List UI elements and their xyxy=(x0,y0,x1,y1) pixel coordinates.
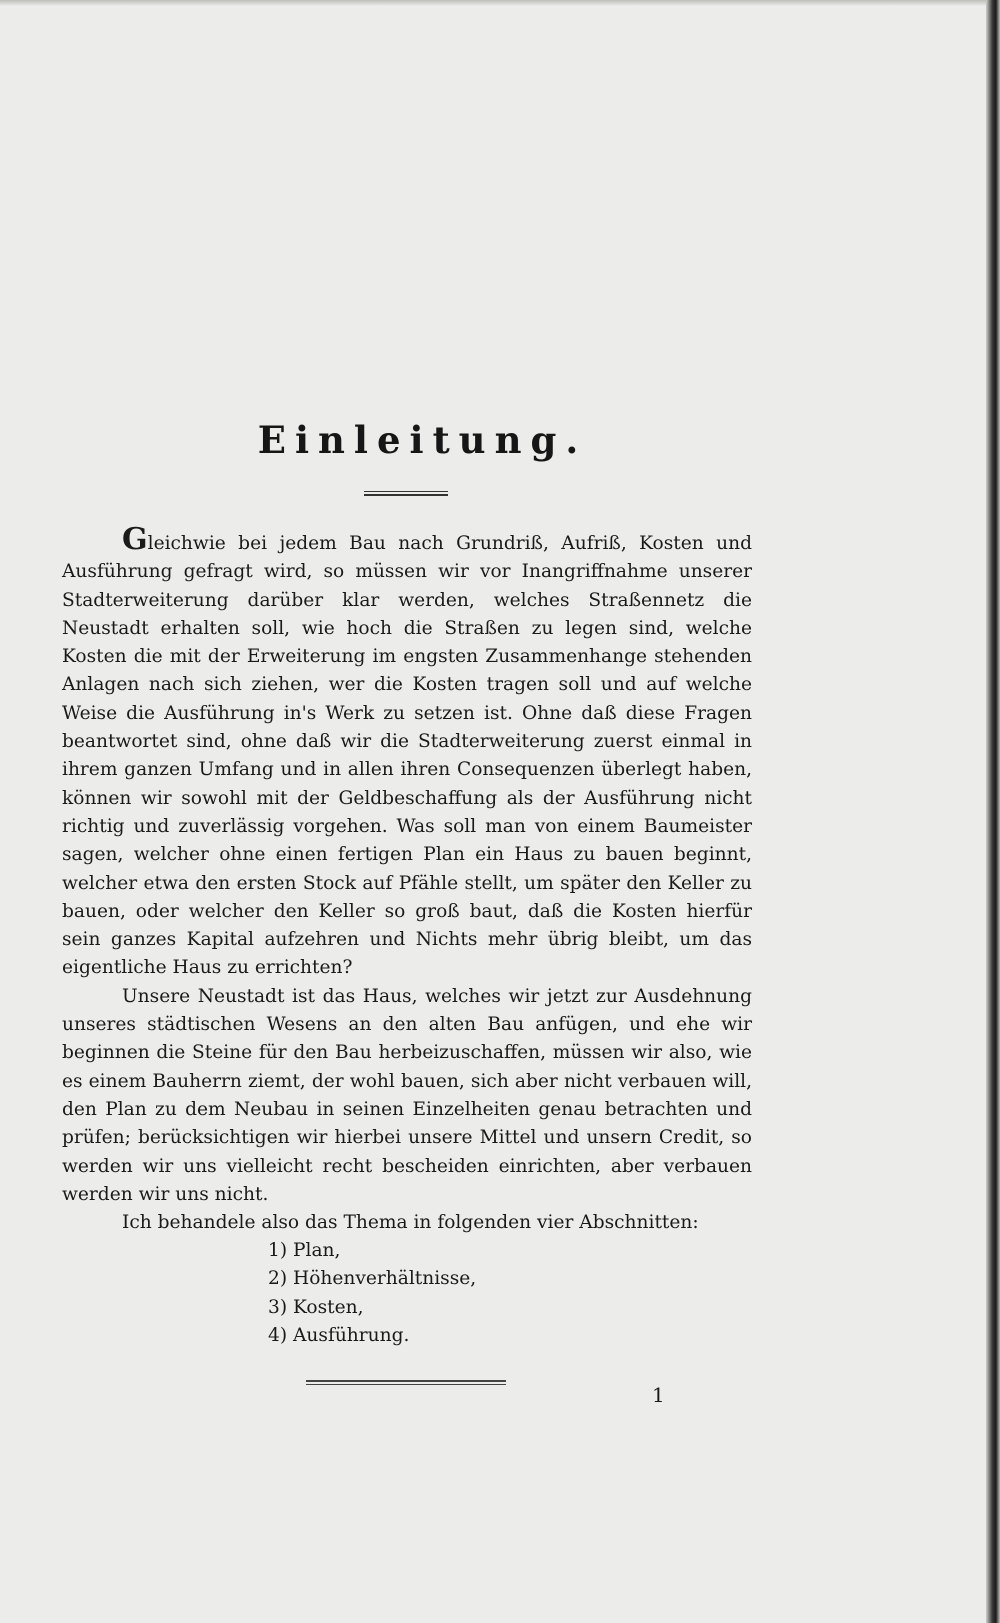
list-item: 3) Kosten, xyxy=(268,1296,364,1318)
list-item: 1) Plan, xyxy=(268,1240,341,1261)
chapter-title: Einleitung. xyxy=(257,418,588,462)
paragraph-2: Unsere Neustadt ist das Haus, welches wir jetzt zur Ausdehnung unseres städtischen Wesens an den alten Bau anfügen, und ehe wir beginnen die Steine für den Bau herbeizuschaffen, müssen wir also, wie es einem Bauherrn ziemt, der wohl bauen, sich aber nicht verbauen will, den Plan zu dem Neubau in seinen Einzelheiten genau betrachten und prüfen; berücksichtigen wir hierbei unsere Mittel und unsern Credit, so werden wir uns vielleicht recht bescheiden einrichten, aber verbauen werden wir uns nicht. xyxy=(62,985,752,1205)
list-item: 4) Ausführung. xyxy=(268,1324,410,1346)
closing-divider xyxy=(306,1380,506,1385)
body-text xyxy=(62,522,752,1237)
page-number: 1 xyxy=(652,1383,665,1407)
page-binding-edge xyxy=(986,0,1000,1623)
page-top-edge xyxy=(0,0,1000,6)
section-list xyxy=(268,1237,476,1350)
list-item: 2) Höhenverhältnisse, xyxy=(268,1268,477,1290)
paragraph-1-text: leichwie bei jedem Bau nach Grundriß, Aufriß, Kosten und Ausführung gefragt wird, so müssen wir vor Inangriffnahme unserer Stadterweiterung darüber klar werden, welches Straßennetz die Neustadt erhalten soll, wie hoch die Straßen zu legen sind, welche Kosten die mit der Erweiterung im engsten Zusammenhange stehenden Anlagen nach sich ziehen, wer die Kosten tragen soll und auf welche Weise die Ausführung in's Werk zu setzen ist. Ohne daß diese Fragen beantwortet sind, ohne daß wir die Stadterweiterung zuerst einmal in ihrem ganzen Umfang und in allen ihren Consequenzen überlegt haben, können wir sowohl mit der Geldbeschaffung als der Ausführung nicht richtig und zuverlässig vorgehen. Was soll man von einem Baumeister sagen, welcher ohne einen fertigen Plan ein Haus zu bauen beginnt, welcher etwa den ersten Stock auf Pfähle stellt, um später den Keller zu bauen, oder welcher den Keller so groß baut, daß die Kosten hierfür sein ganzes Kapital aufzehren und Nichts mehr übrig bleibt, um das eigentliche Haus zu errichten? xyxy=(62,533,752,979)
paragraph-3: Ich behandele also das Thema in folgenden vier Abschnitten: xyxy=(122,1212,699,1234)
paragraph-1 xyxy=(62,522,752,983)
drop-initial: G xyxy=(122,522,148,557)
title-divider xyxy=(364,491,448,496)
